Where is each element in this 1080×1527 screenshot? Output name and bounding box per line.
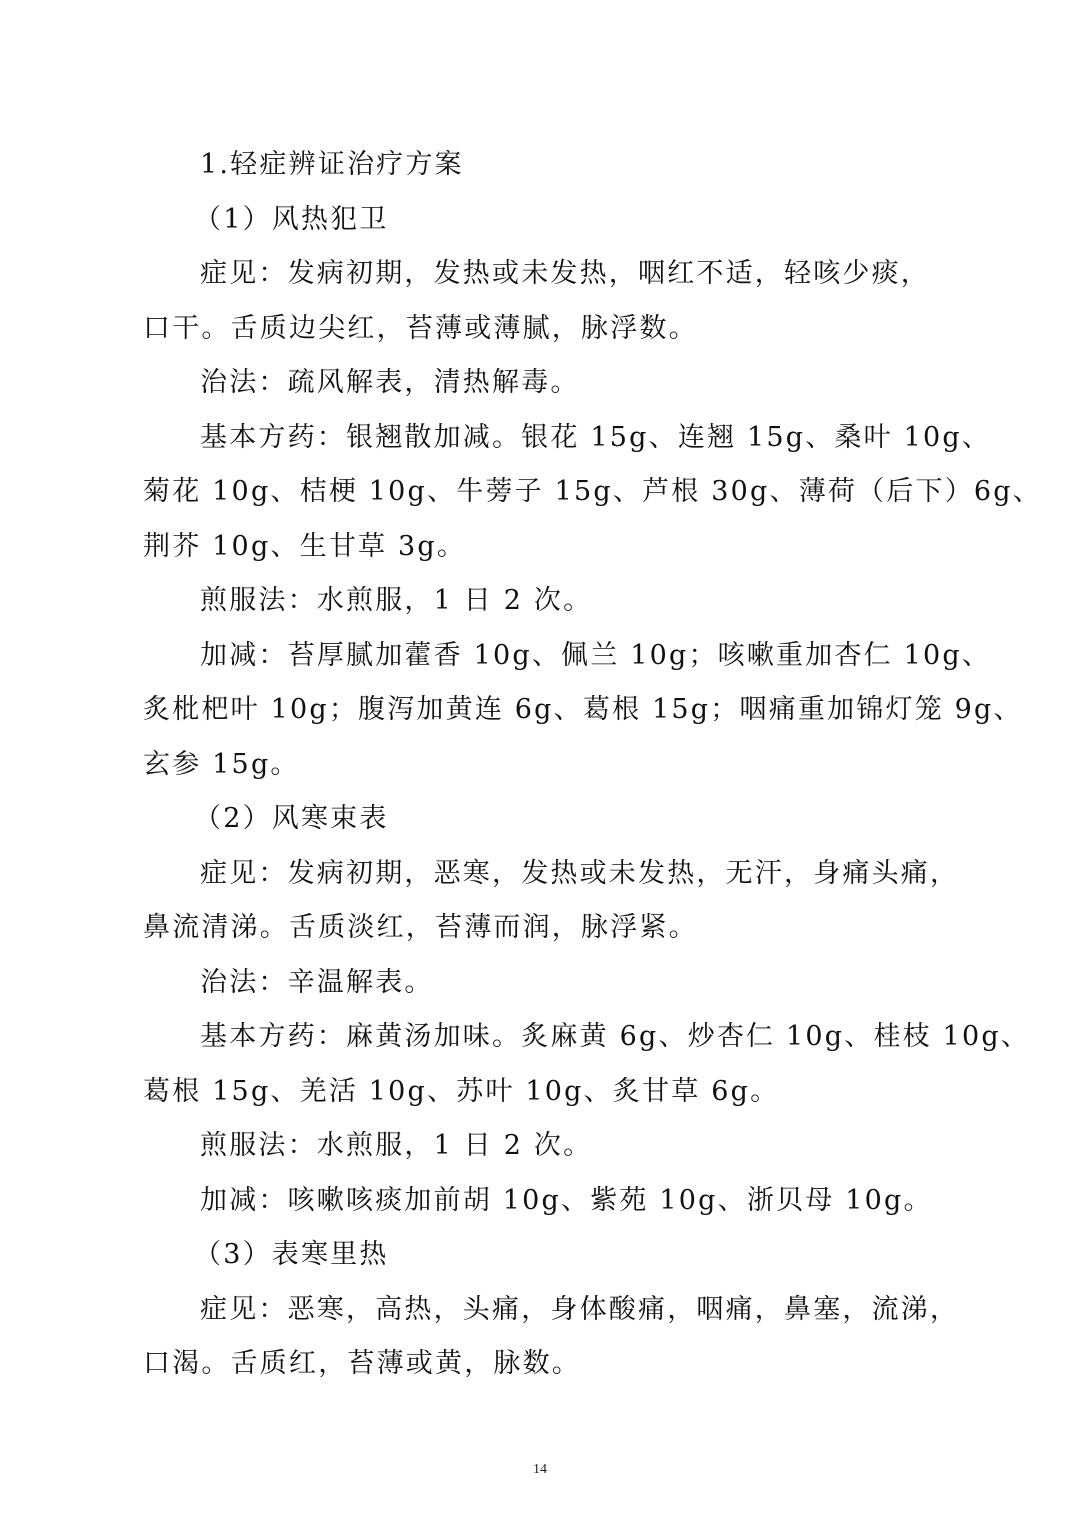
paragraph-line: 加减：苔厚腻加藿香 10g、佩兰 10g；咳嗽重加杏仁 10g、 — [200, 639, 992, 671]
paragraph-line: 口干。舌质边尖红，苔薄或薄腻，脉浮数。 — [143, 312, 698, 344]
document-body — [143, 138, 1042, 1392]
paragraph-line: 症见：发病初期，发热或未发热，咽红不适，轻咳少痰， — [200, 258, 930, 289]
paragraph-line: 葛根 15g、羌活 10g、苏叶 10g、炙甘草 6g。 — [143, 1075, 780, 1107]
paragraph-line: 玄参 15g。 — [143, 748, 300, 780]
subsection-heading: （1）风热犯卫 — [194, 203, 389, 235]
paragraph-line: 炙枇杷叶 10g；腹泻加黄连 6g、葛根 15g；咽痛重加锦灯笼 9g、 — [143, 694, 1023, 725]
paragraph-line: 加减：咳嗽咳痰加前胡 10g、紫苑 10g、浙贝母 10g。 — [200, 1184, 933, 1216]
section-heading: 1.轻症辨证治疗方案 — [200, 149, 464, 180]
paragraph-line: 治法：辛温解表。 — [200, 966, 434, 998]
paragraph-line: 菊花 10g、桔梗 10g、牛蒡子 15g、芦根 30g、薄荷（后下）6g、 — [143, 476, 1042, 507]
paragraph-line: 口渴。舌质红，苔薄或黄，脉数。 — [143, 1348, 581, 1379]
paragraph-line: 煎服法：水煎服，1 日 2 次。 — [200, 1130, 593, 1161]
paragraph-line: 荆芥 10g、生甘草 3g。 — [143, 530, 467, 562]
paragraph-line: 基本方药：麻黄汤加味。炙麻黄 6g、炒杏仁 10g、桂枝 10g、 — [200, 1021, 1031, 1052]
page-number: 14 — [533, 1462, 547, 1477]
paragraph-line: 鼻流清涕。舌质淡红，苔薄而润，脉浮紧。 — [143, 912, 698, 943]
subsection-heading: （3）表寒里热 — [194, 1239, 389, 1270]
paragraph-line: 煎服法：水煎服，1 日 2 次。 — [200, 585, 593, 616]
subsection-heading: （2）风寒束表 — [194, 803, 389, 834]
paragraph-line: 治法：疏风解表，清热解毒。 — [200, 367, 580, 398]
paragraph-line: 症见：恶寒，高热，头痛，身体酸痛，咽痛，鼻塞，流涕， — [200, 1293, 960, 1325]
paragraph-line: 症见：发病初期，恶寒，发热或未发热，无汗，身痛头痛， — [200, 857, 960, 889]
paragraph-line: 基本方药：银翘散加减。银花 15g、连翘 15g、桑叶 10g、 — [200, 421, 992, 453]
